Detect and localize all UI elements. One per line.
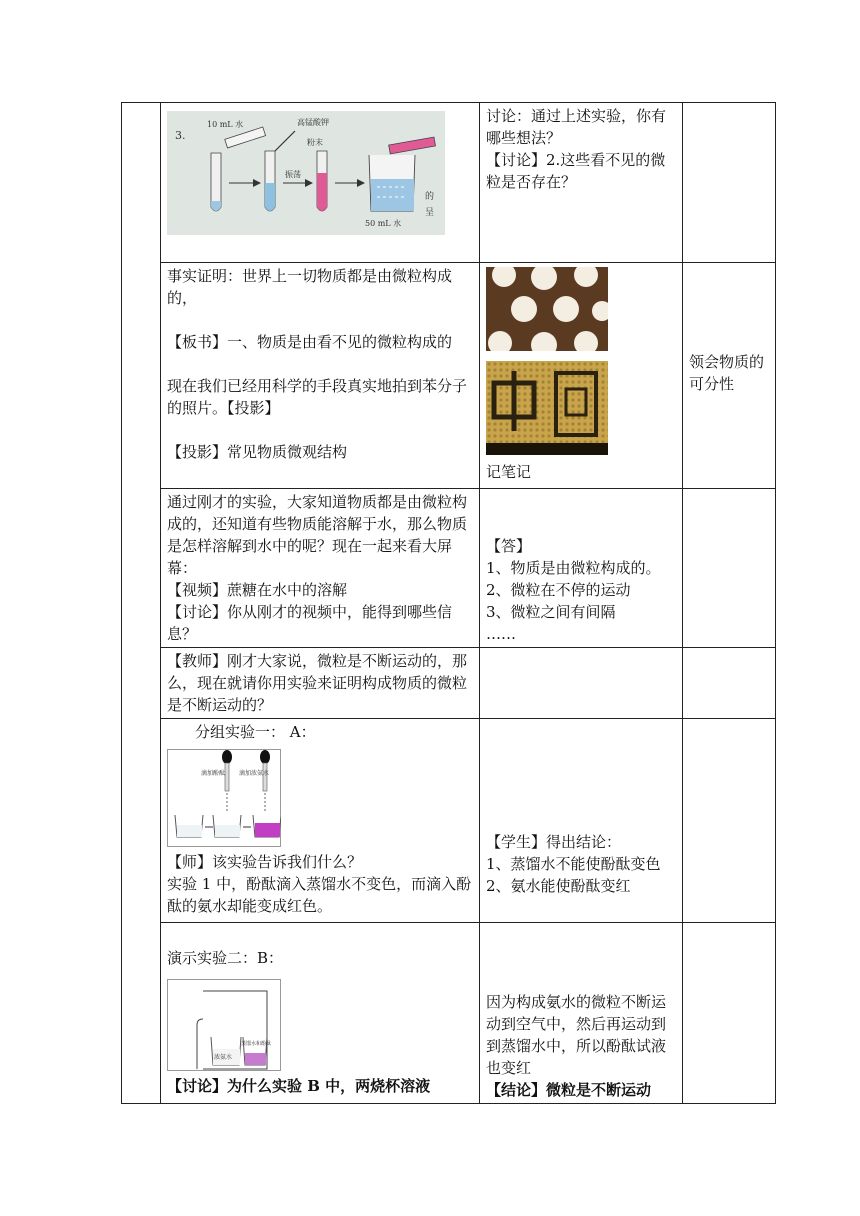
label-powder: 粉末 (307, 138, 323, 147)
goal-cell (683, 923, 776, 1104)
experiment-b-title: 演示实验二：B： (167, 949, 284, 967)
experiment-a-title: 分组实验一： A： (195, 723, 316, 741)
beaker-left-label: 浓氨水 (214, 1054, 233, 1061)
answer-item: 2、微粒在不停的运动 (486, 581, 631, 599)
discussion-text-2: 【讨论】2.这些看不见的微粒是否存在？ (486, 151, 666, 191)
label-shake: 振荡 (285, 170, 301, 179)
experiment-figure-cell (161, 103, 480, 263)
student-activity-cell (480, 648, 683, 719)
goal-cell (683, 489, 776, 648)
teacher-activity-cell (161, 648, 480, 719)
experiment-a-figure (167, 749, 281, 847)
reason-text: 因为构成氨水的微粒不断运动到空气中，然后再运动到到蒸馏水中，所以酚酞试液也变红 (486, 993, 667, 1077)
label-50ml-water: 50 mL 水 (365, 219, 402, 228)
table-row (122, 489, 776, 648)
fact-text: 事实证明：世界上一切物质都是由微粒构成的， (167, 267, 453, 307)
table-row (122, 263, 776, 489)
teacher-question: 【师】该实验告诉我们什么？ (167, 853, 363, 871)
student-activity-cell (480, 923, 683, 1104)
label-de: 的 (425, 192, 435, 202)
conclusion-text: 【结论】微粒是不断运动 (486, 1081, 652, 1099)
teacher-text: 【教师】刚才大家说，微粒是不断运动的，那么，现在就请你用实验来证明构成物质的微粒是不断运动的？ (167, 652, 468, 714)
answer-item: …… (486, 625, 516, 643)
discussion-line: 【讨论】你从刚才的视频中，能得到哪些信息？ (167, 603, 453, 643)
student-activity-cell (480, 489, 683, 648)
student-conclusion-title: 【学生】得出结论： (486, 833, 622, 851)
table-row (122, 719, 776, 923)
label-10ml-water: 10 mL 水 (207, 120, 244, 129)
dropper-2-label: 滴加浓氨水 (239, 770, 270, 777)
goal-cell (683, 719, 776, 923)
photo-text: 现在我们已经用科学的手段真实地拍到苯分子的照片。【投影】 (167, 377, 468, 417)
student-conclusion-2: 2、氨水能使酚酞变红 (486, 877, 631, 895)
student-activity-cell (480, 263, 683, 489)
teacher-activity-cell (161, 263, 480, 489)
student-activity-cell (480, 103, 683, 263)
answer-item: 3、微粒之间有间隔 (486, 603, 616, 621)
goal-cell (683, 103, 776, 263)
table-row (122, 923, 776, 1104)
note-text: 记笔记 (486, 463, 532, 481)
answer-title: 【答】 (486, 537, 532, 555)
molecule-photo-1 (486, 267, 608, 351)
teacher-line: 通过刚才的实验，大家知道物质都是由微粒构成的，还知道有些物质能溶解于水，那么物质是怎样溶解到水中的呢？现在一起来看大屏幕： (167, 493, 468, 577)
goal-cell (683, 263, 776, 489)
goal-cell (683, 648, 776, 719)
video-line: 【视频】蔗糖在水中的溶解 (167, 581, 348, 599)
left-margin-column (122, 103, 161, 1104)
goal-text: 领会物质的可分性 (689, 352, 765, 393)
projection-text: 【投影】常见物质微观结构 (167, 443, 348, 461)
answer-item: 1、物质是由微粒构成的。 (486, 559, 661, 577)
figure-number: 3. (175, 129, 186, 142)
lesson-table (121, 102, 776, 1104)
label-kmno4: 高锰酸钾 (297, 118, 329, 127)
discussion-text-1: 讨论：通过上述实验，你有哪些想法？ (486, 107, 667, 147)
blackboard-text: 【板书】一、物质是由看不见的微粒构成的 (167, 333, 453, 351)
table-row (122, 103, 776, 263)
student-conclusion-1: 1、蒸馏水不能使酚酞变色 (486, 855, 661, 873)
label-cheng: 呈 (425, 208, 435, 218)
teacher-activity-cell (161, 719, 480, 923)
teacher-activity-cell (161, 923, 480, 1104)
teacher-activity-cell (161, 489, 480, 648)
experiment-b-figure (167, 979, 281, 1071)
dropper-1-label: 滴加酚酞 (201, 770, 226, 777)
experiment-b-discussion: 【讨论】为什么实验 B 中，两烧杯溶液 (167, 1077, 431, 1095)
experiment-a-explanation: 实验 1 中，酚酞滴入蒸馏水不变色，而滴入酚酞的氨水却能变成红色。 (167, 875, 472, 915)
beaker-right-label: 蒸馏水和酚酞 (241, 1041, 272, 1047)
kmno4-dissolving-figure (167, 111, 445, 235)
table-row (122, 648, 776, 719)
molecule-photo-2 (486, 361, 608, 455)
student-activity-cell (480, 719, 683, 923)
